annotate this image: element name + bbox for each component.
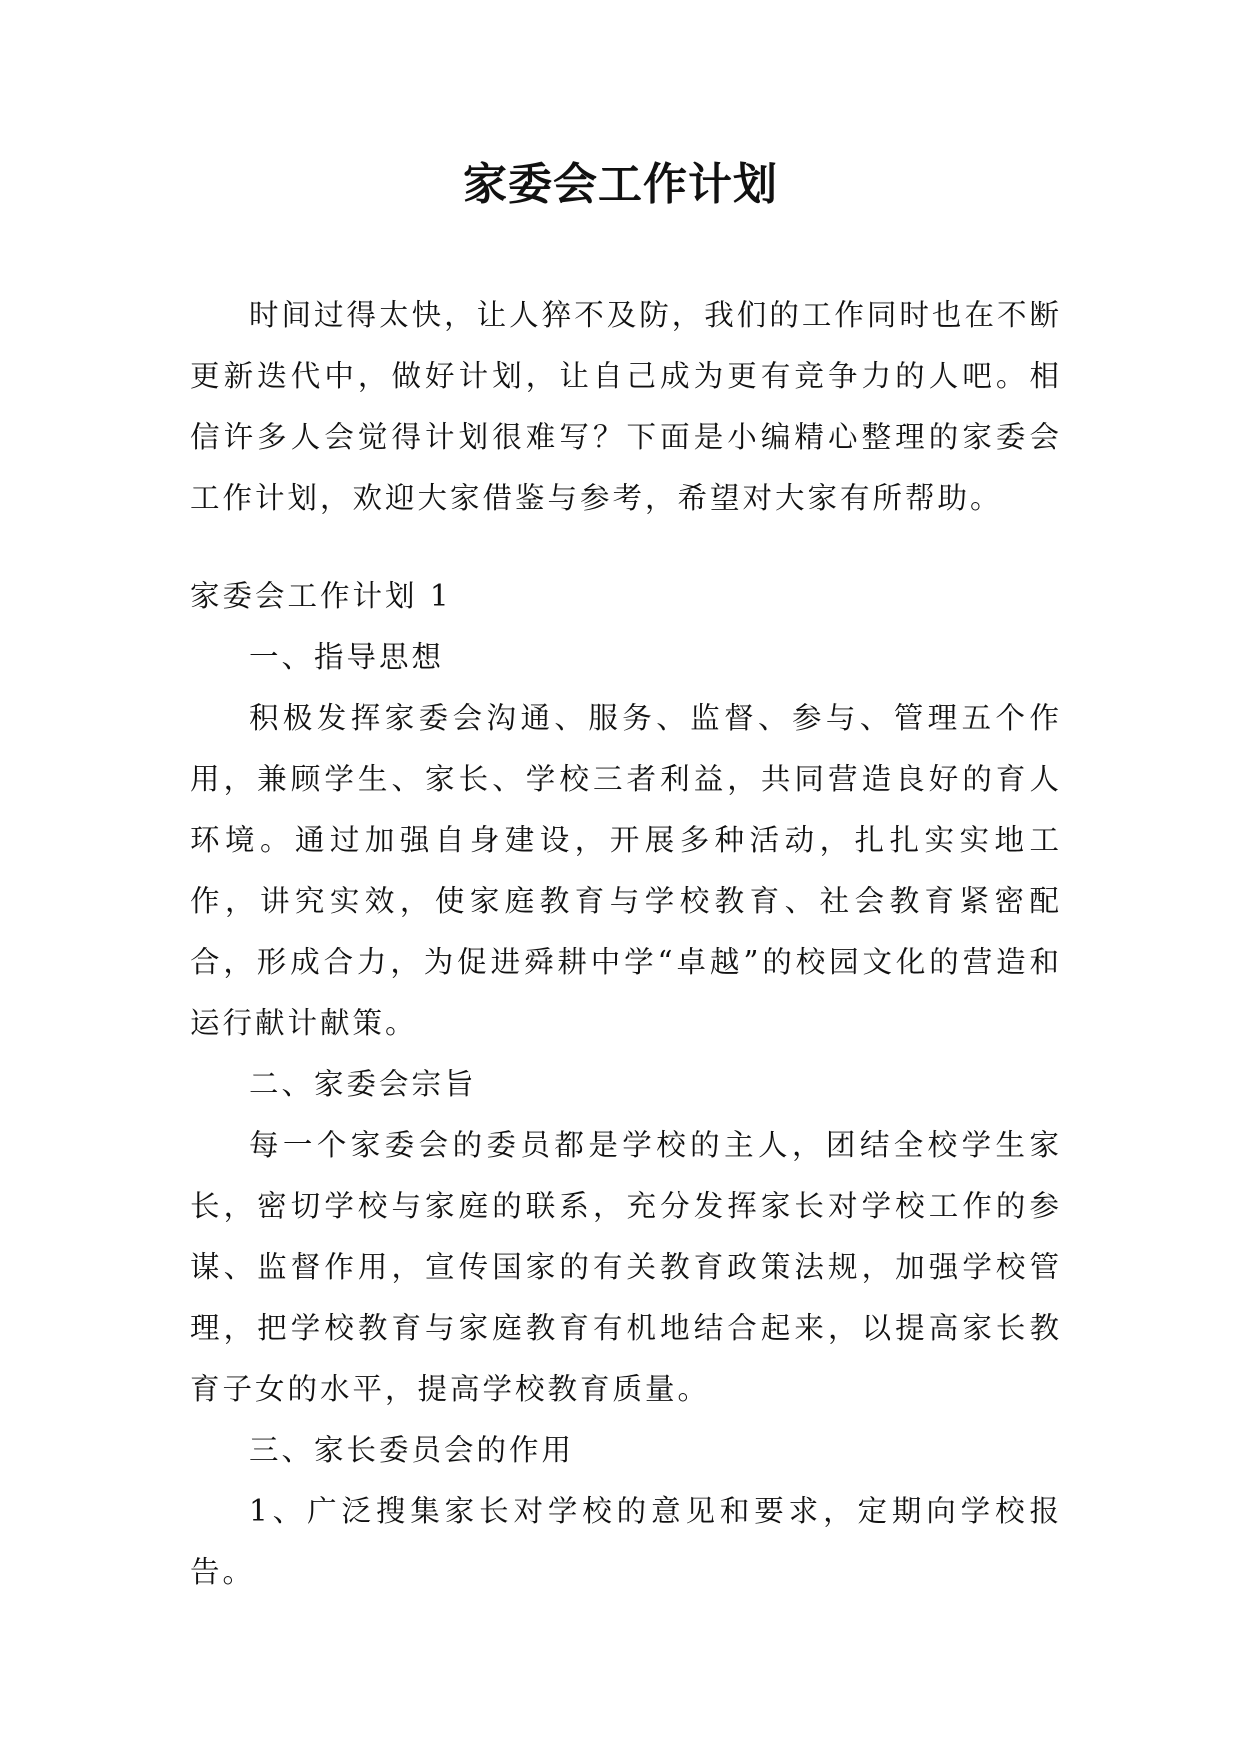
section-title: 家委会工作计划 1 xyxy=(190,579,452,613)
heading-role: 三、家长委员会的作用 xyxy=(249,1433,575,1467)
paragraph-role-item-1: 1、广泛搜集家长对学校的意见和要求，定期向学校报告。 xyxy=(190,1494,1062,1589)
heading-guiding-ideology: 一、指导思想 xyxy=(249,640,445,674)
paragraph-guiding-ideology: 积极发挥家委会沟通、服务、监督、参与、管理五个作用，兼顾学生、家长、学校三者利益，共同营造良好的育人环境。通过加强自身建设，开展多种活动，扎扎实实地工作，讲究实效，使家庭教育与学校教育、社会教育紧密配合，形成合力，为促进舜耕中学“卓越”的校园文化的营造和运行献计献策。 xyxy=(190,701,1062,1040)
document-body xyxy=(190,285,1062,1603)
paragraph-purpose: 每一个家委会的委员都是学校的主人，团结全校学生家长，密切学校与家庭的联系，充分发挥家长对学校工作的参谋、监督作用，宣传国家的有关教育政策法规，加强学校管理，把学校教育与家庭教育有机地结合起来，以提高家长教育子女的水平，提高学校教育质量。 xyxy=(190,1128,1062,1406)
document-title: 家委会工作计划 xyxy=(463,159,778,210)
intro-paragraph: 时间过得太快，让人猝不及防，我们的工作同时也在不断更新迭代中，做好计划，让自己成为更有竞争力的人吧。相信许多人会觉得计划很难写？下面是小编精心整理的家委会工作计划，欢迎大家借鉴与参考，希望对大家有所帮助。 xyxy=(190,298,1062,515)
heading-purpose: 二、家委会宗旨 xyxy=(249,1067,477,1101)
